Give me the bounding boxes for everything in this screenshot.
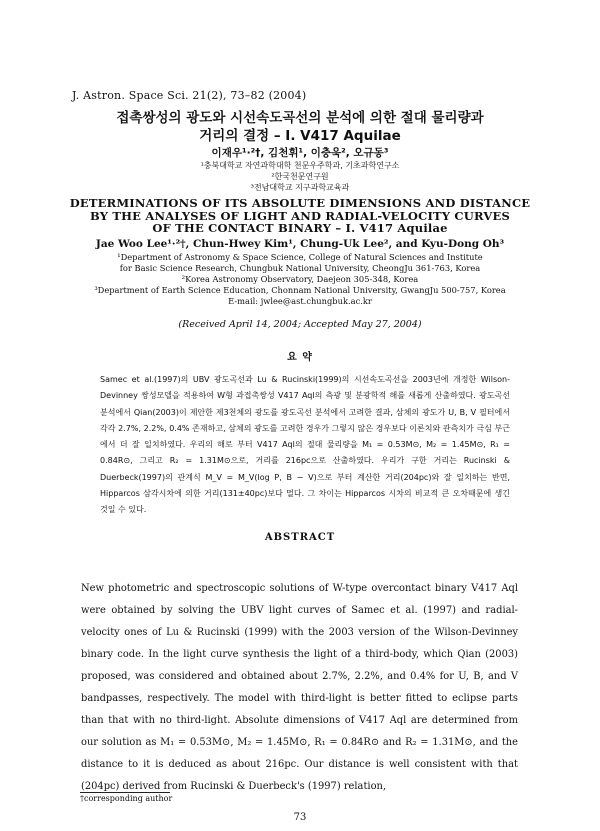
- english-title: [60, 197, 540, 235]
- footnote-divider: [80, 792, 170, 793]
- korean-affiliation-2: ²한국천문연구원: [271, 172, 329, 181]
- english-affiliation-1: ¹Department of Astronomy & Space Science, College of Natural Sciences and Institute: [117, 252, 483, 262]
- abstract-heading: ABSTRACT: [264, 532, 336, 543]
- korean-authors: 이재우¹·²†, 김천휘¹, 이충욱², 오규동³: [211, 147, 389, 159]
- english-title-line-2: BY THE ANALYSES OF LIGHT AND RADIAL-VELOCITY CURVES: [90, 208, 510, 223]
- footnote: †corresponding author: [80, 794, 173, 803]
- journal-citation: J. Astron. Space Sci. 21(2), 73–82 (2004): [72, 89, 307, 102]
- contact-email: E-mail: jwlee@ast.chungbuk.ac.kr: [228, 296, 372, 306]
- korean-title-line-2: 거리의 결정 – I. V417 Aquilae: [199, 128, 401, 144]
- korean-title: [60, 109, 540, 145]
- korean-affiliation-1: ¹충북대학교 자연과학대학 천문우주학과, 기초과학연구소: [200, 161, 400, 170]
- english-title-line-1: DETERMINATIONS OF ITS ABSOLUTE DIMENSIONS AND DISTANCE: [69, 196, 531, 210]
- abstract-body: New photometric and spectroscopic solutions of W-type overcontact binary V417 Aql were obtained by solving the UBV light curves of Samec et al. (1997) and radial-velocity ones of Lu & Rucinski (1999) with the 2003 version of the Wilson-Devinney binary code. In the light curve synthesis the light of a third-body, which Qian (2003) proposed, was considered and obtained about 2.7%, 2.2%, and 0.4% for U, B, and V bandpasses, respectively. The model with third-light is better fitted to eclipse parts than that with no third-light. Absolute dimensions of V417 Aql are determined from our solution as M₁ = 0.53M⊙, M₂ = 1.45M⊙, R₁ = 0.84R⊙ and R₂ = 1.31M⊙, and the distance to it is deduced as about 216pc. Our distance is well consistent with that (204pc) derived from Rucinski & Duerbeck's (1997) relation,: [81, 583, 518, 792]
- english-authors: Jae Woo Lee¹·²†, Chun-Hwey Kim¹, Chung-Uk Lee², and Kyu-Dong Oh³: [95, 238, 505, 250]
- english-affiliation-3: ²Korea Astronomy Observatory, Daejeon 305-348, Korea: [181, 274, 419, 284]
- korean-abstract-body: Samec et al.(1997)의 UBV 광도곡선과 Lu & Rucinski(1999)의 시선속도곡선을 2003년에 개정한 Wilson-Devinney 쌍성모델을 적용하여 W형 과접촉쌍성 V417 Aql의 측광 및 분광학적 해를 새롭게 산출하였다. 광도곡선 분석에서 Qian(2003)이 제안한 제3천체의 광도를 광도곡선 분석에서 고려한 결과, 삼체의 광도가 U, B, V 필터에서 각각 2.7%, 2.2%, 0.4% 존재하고, 삼체의 광도를 고려한 경우가 그렇지 않은 경우보다 이론치와 관측치가 극심 부근에서 더 잘 일치하였다. 우리의 해로 부터 V417 Aql의 절대 물리량을 M₁ = 0.53M⊙, M₂ = 1.45M⊙, R₁ = 0.84R⊙, 그리고 R₂ = 1.31M⊙으로, 거리를 216pc으로 산출하였다. 우리가 구한 거리는 Rucinski & Duerbeck(1997)의 관계식 M_V = M_V(log P, B − V)으로 부터 계산한 거리(204pc)와 잘 일치하는 반면, Hipparcos 삼각시차에 의한 거리(131±40pc)보다 멀다. 그 차이는 Hipparcos 시차의 비교적 큰 오차때문에 생긴 것일 수 있다.: [100, 375, 510, 515]
- korean-title-line-1: 접촉쌍성의 광도와 시선속도곡선의 분석에 의한 절대 물리량과: [116, 110, 484, 126]
- english-title-line-3: OF THE CONTACT BINARY – I. V417 Aquilae: [152, 221, 448, 235]
- english-affiliation-2: for Basic Science Research, Chungbuk National University, CheongJu 361-763, Korea: [119, 263, 481, 273]
- page-number: 73: [293, 812, 307, 823]
- korean-abstract-heading: 요 약: [287, 352, 313, 363]
- english-affiliation-4: ³Department of Earth Science Education, Chonnam National University, GwangJu 500-757, Korea: [94, 285, 506, 295]
- received-accepted-dates: (Received April 14, 2004; Accepted May 27, 2004): [178, 319, 422, 330]
- korean-affiliation-3: ³전남대학교 지구과학교육과: [250, 183, 350, 192]
